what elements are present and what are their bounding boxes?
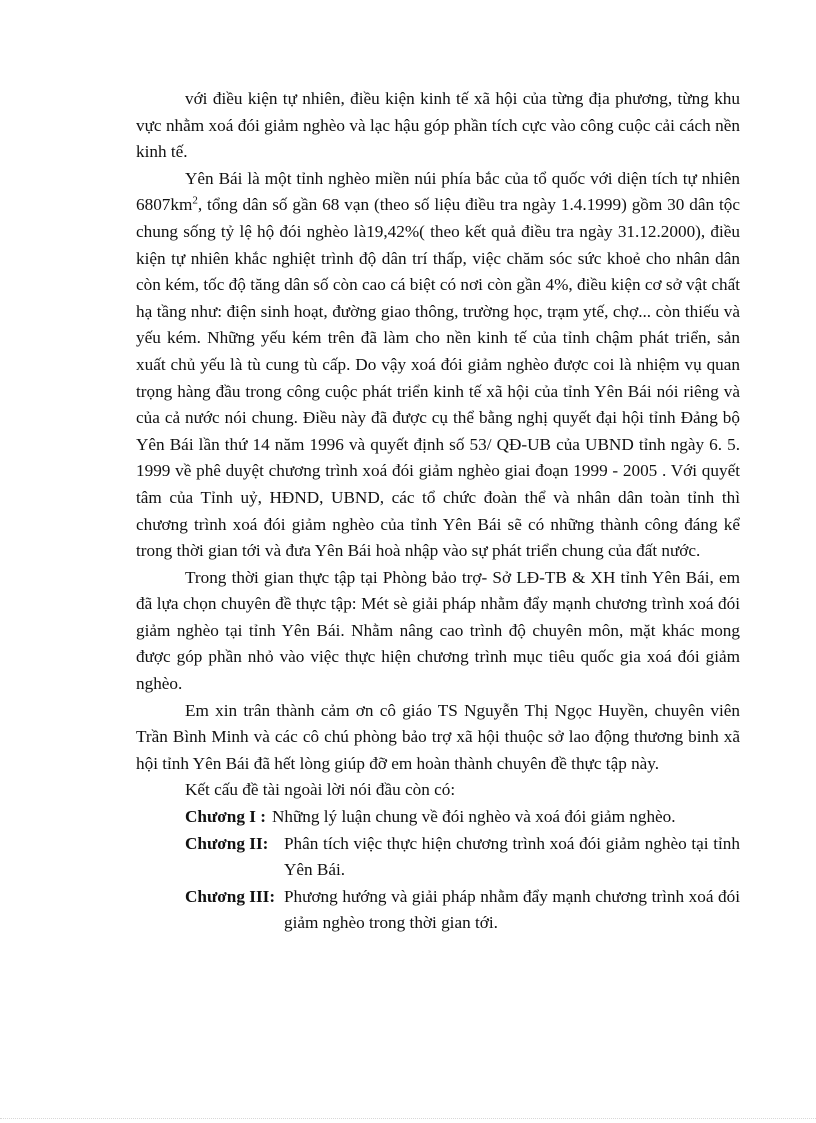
document-page: [136, 86, 740, 937]
chapter-3-title: Phương hướng và giải pháp nhằm đẩy mạnh chương trình xoá đói giảm nghèo trong thời gian tới.: [284, 886, 740, 933]
page-bottom-border: [0, 1118, 816, 1119]
chapter-1-entry: [136, 804, 740, 831]
paragraph-internship-topic: Trong thời gian thực tập tại Phòng bảo trợ- Sở LĐ-TB & XH tỉnh Yên Bái, em đã lựa chọn chuyên đề thực tập: Mét sè giải pháp nhằm đẩy mạnh chương trình xoá đói giảm nghèo tại tỉnh Yên Bái. Nhằm nâng cao trình độ chuyên môn, mặt khác mong được góp phần nhỏ vào việc thực hiện chương trình mục tiêu quốc gia xoá đói giảm nghèo.: [136, 567, 740, 694]
chapter-3-label: Chương III:: [185, 886, 276, 906]
chapter-2-entry: [136, 831, 740, 884]
chapter-1-label: Chương I :: [185, 807, 266, 827]
paragraph-yen-bai-text-part-1: Yên Bái là một tỉnh nghèo miền núi phía bắc của tổ quốc với diện tích tự nhiên 6807km: [136, 168, 740, 215]
superscript-2: 2: [192, 194, 198, 207]
chapter-1-title: Những lý luận chung về đói nghèo và xoá đói giảm nghèo.: [271, 807, 676, 827]
paragraph-intro-continuation: với điều kiện tự nhiên, điều kiện kinh tế xã hội của từng địa phương, từng khu vực nhằm xoá đói giảm nghèo và lạc hậu góp phần tích cực vào công cuộc cải cách nền kinh tế.: [136, 89, 740, 162]
chapter-3-entry: [136, 884, 740, 937]
chapter-2-label: Chương II:: [185, 833, 269, 853]
paragraph-yen-bai-text-part-2: , tổng dân số gần 68 vạn (theo số liệu điều tra ngày 1.4.1999) gồm 30 dân tộc chung sống tỷ lệ hộ đói nghèo là19,42%( theo kết quả điều tra ngày 31.12.2000), điều kiện tự nhiên khắc nghiệt trình độ dân trí thấp, việc chăm sóc sức khoẻ cho nhân dân còn kém, tốc độ tăng dân số còn cao cá biệt có nơi còn gần 4%, điều kiện cơ sở vật chất hạ tầng như: điện sinh hoạt, đường giao thông, trường học, trạm ytế, chợ... còn thiếu và yếu kém. Những yếu kém trên đã làm cho nền kinh tế của tỉnh chậm phát triển, sản xuất chủ yếu là tù cung tù cấp. Do vậy xoá đói giảm nghèo được coi là nhiệm vụ quan trọng hàng đầu trong công cuộc phát triển kinh tế xã hội của tỉnh Yên Bái nói riêng và của cả nước nói chung. Điều này đã được cụ thể bằng nghị quyết đại hội tỉnh Đảng bộ Yên Bái lần thứ 14 năm 1996 và quyết định số 53/ QĐ-UB của UBND tỉnh ngày 6. 5. 1999 về phê duyệt chương trình xoá đói giảm nghèo giai đoạn 1999 - 2005 . Với quyết tâm của Tỉnh uỷ, HĐND, UBND, các tổ chức đoàn thể và nhân dân toàn tỉnh thì chương trình xoá đói giảm nghèo của tỉnh Yên Bái sẽ có những thành công đáng kể trong thời gian tới và đưa Yên Bái hoà nhập vào sự phát triển chung của đất nước.: [136, 195, 740, 561]
chapter-2-title: Phân tích việc thực hiện chương trình xoá đói giảm nghèo tại tỉnh Yên Bái.: [284, 833, 740, 880]
structure-intro: Kết cấu đề tài ngoài lời nói đầu còn có:: [185, 780, 456, 800]
paragraph-yen-bai-overview: [136, 166, 740, 565]
paragraph-acknowledgement: Em xin trân thành cảm ơn cô giáo TS Nguyễn Thị Ngọc Huyền, chuyên viên Trần Bình Minh và các cô chú phòng bảo trợ xã hội thuộc sở lao động thương binh xã hội tỉnh Yên Bái đã hết lòng giúp đỡ em hoàn thành chuyên đề thực tập này.: [136, 700, 740, 773]
